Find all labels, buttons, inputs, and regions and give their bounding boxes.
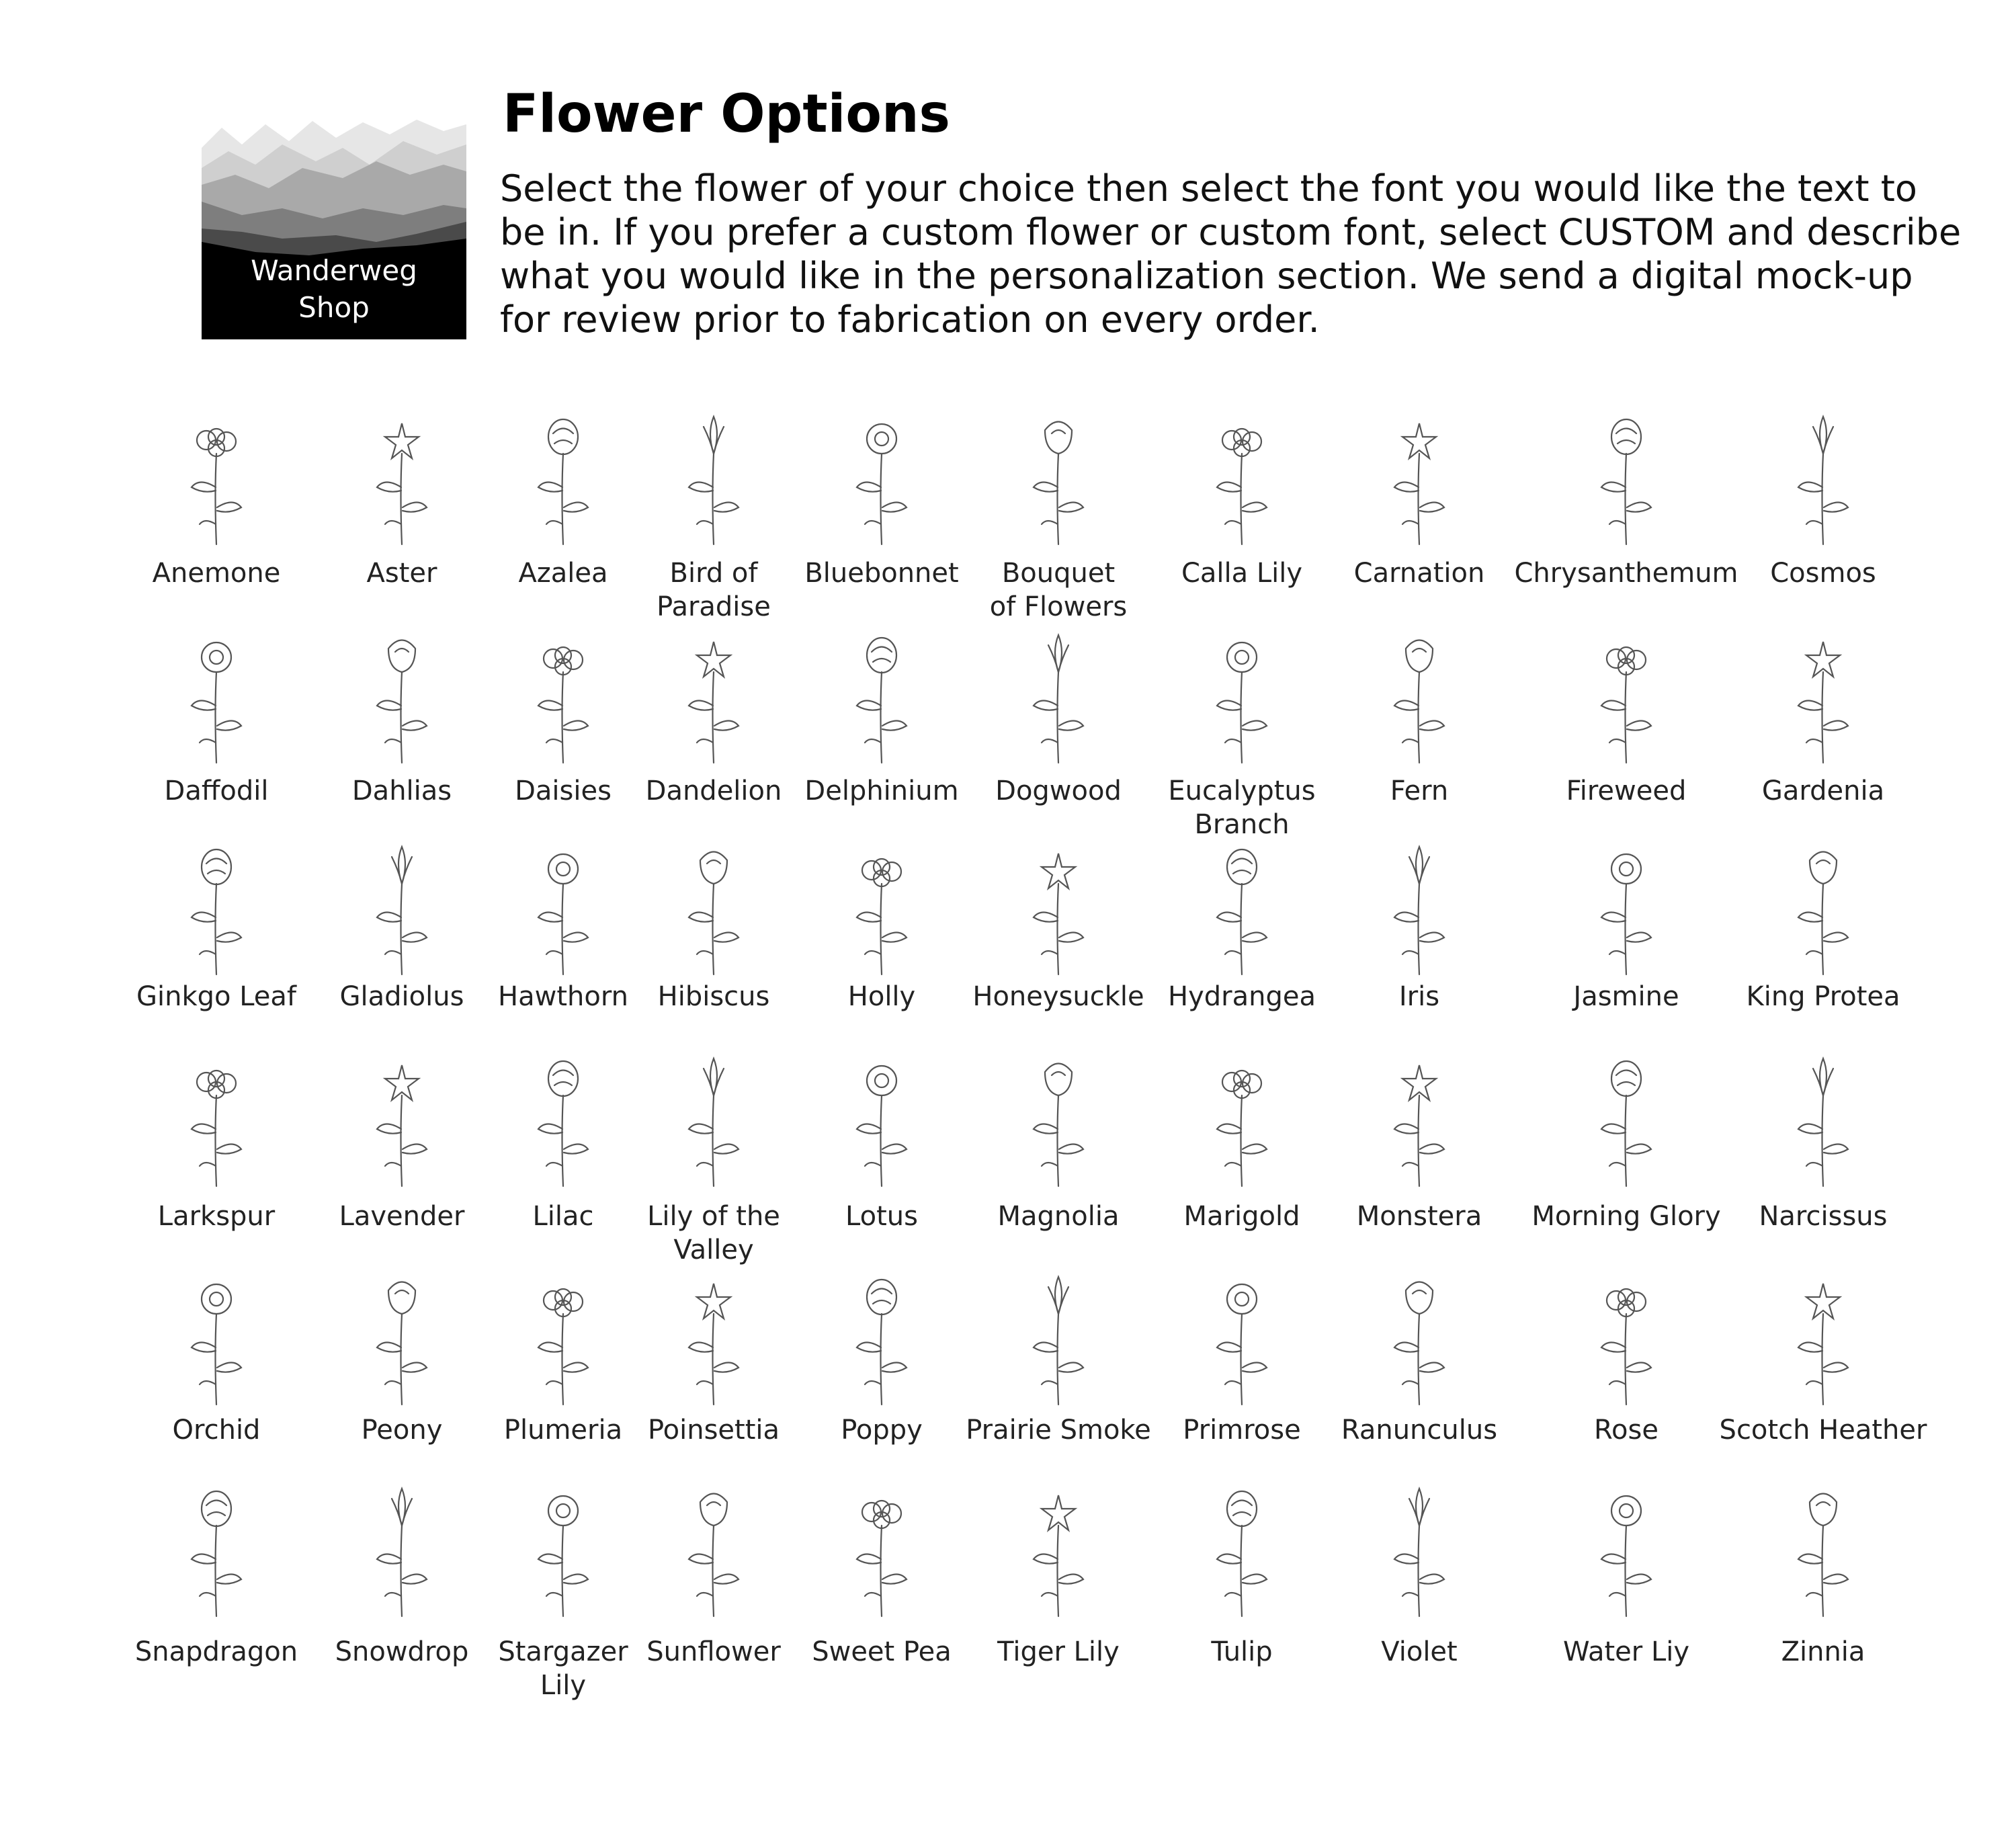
flower-option-tulip (1158, 1478, 1326, 1620)
flower-option-poinsettia (630, 1267, 798, 1408)
gardenia-illustration-icon (1773, 625, 1874, 766)
flower-label-delphinium: Delphinium (804, 776, 959, 806)
flower-label-dogwood: Dogwood (995, 776, 1122, 806)
flower-label-eucalyptus-branch: Eucalyptus Branch (1168, 776, 1316, 840)
flower-label-magnolia: Magnolia (997, 1201, 1120, 1232)
flower-option-holly (798, 837, 966, 978)
plumeria-illustration-icon (513, 1267, 614, 1408)
flower-label-jasmine: Jasmine (1573, 981, 1679, 1012)
flower-label-sweet-pea: Sweet Pea (812, 1636, 952, 1667)
flower-option-king-protea (1739, 837, 1907, 978)
flower-option-peony (318, 1267, 486, 1408)
flower-option-monstera (1335, 1048, 1503, 1190)
violet-illustration-icon (1369, 1478, 1470, 1620)
flower-option-lilac (479, 1048, 647, 1190)
flower-option-bird-of-paradise (630, 407, 798, 548)
flower-label-poinsettia: Poinsettia (647, 1415, 780, 1446)
orchid-illustration-icon (166, 1267, 267, 1408)
flower-option-calla-lily (1158, 407, 1326, 548)
bouquet-of-flowers-illustration-icon (1008, 407, 1109, 548)
flower-option-ginkgo-leaf (132, 837, 300, 978)
flower-label-gladiolus: Gladiolus (339, 981, 464, 1012)
sunflower-illustration-icon (663, 1478, 764, 1620)
flower-label-ranunculus: Ranunculus (1341, 1415, 1498, 1446)
primrose-illustration-icon (1191, 1267, 1292, 1408)
prairie-smoke-illustration-icon (1008, 1267, 1109, 1408)
flower-label-dandelion: Dandelion (645, 776, 782, 806)
hibiscus-illustration-icon (663, 837, 764, 978)
poinsettia-illustration-icon (663, 1267, 764, 1408)
flower-option-gladiolus (318, 837, 486, 978)
flower-option-honeysuckle (974, 837, 1142, 978)
flower-label-water-liy: Water Liy (1562, 1636, 1690, 1667)
fern-illustration-icon (1369, 625, 1470, 766)
flower-label-poppy: Poppy (841, 1415, 923, 1446)
flower-label-lily-of-the-valley: Lily of the Valley (647, 1201, 780, 1265)
cosmos-illustration-icon (1773, 407, 1874, 548)
water-liy-illustration-icon (1576, 1478, 1677, 1620)
bird-of-paradise-illustration-icon (663, 407, 764, 548)
narcissus-illustration-icon (1773, 1048, 1874, 1190)
page-description: Select the flower of your choice then select the font you would like the text to be in. If you prefer a custom flower or custom font, select CUSTOM and describe what you would like in the personalization section. We send a digital mock-up for review prior to fabrication on every order. (500, 167, 1962, 341)
flower-option-jasmine (1542, 837, 1710, 978)
flower-option-lily-of-the-valley (630, 1048, 798, 1190)
sweet-pea-illustration-icon (831, 1478, 932, 1620)
flower-option-dahlias (318, 625, 486, 766)
flower-label-anemone: Anemone (152, 558, 281, 589)
flower-label-cosmos: Cosmos (1770, 558, 1876, 589)
flower-label-hawthorn: Hawthorn (498, 981, 628, 1012)
flower-option-daffodil (132, 625, 300, 766)
flower-label-fireweed: Fireweed (1566, 776, 1687, 806)
aster-illustration-icon (351, 407, 452, 548)
flower-label-prairie-smoke: Prairie Smoke (966, 1415, 1151, 1446)
dogwood-illustration-icon (1008, 625, 1109, 766)
flower-label-lilac: Lilac (532, 1201, 594, 1232)
flower-label-ginkgo-leaf: Ginkgo Leaf (136, 981, 296, 1012)
flower-option-violet (1335, 1478, 1503, 1620)
calla-lily-illustration-icon (1191, 407, 1292, 548)
flower-label-tulip: Tulip (1211, 1636, 1273, 1667)
flower-label-tiger-lily: Tiger Lily (997, 1636, 1120, 1667)
flower-label-orchid: Orchid (172, 1415, 261, 1446)
zinnia-illustration-icon (1773, 1478, 1874, 1620)
flower-label-honeysuckle: Honeysuckle (972, 981, 1144, 1012)
flower-option-fern (1335, 625, 1503, 766)
flower-option-hawthorn (479, 837, 647, 978)
larkspur-illustration-icon (166, 1048, 267, 1190)
flower-label-bouquet-of-flowers: Bouquet of Flowers (989, 558, 1128, 622)
flower-label-bird-of-paradise: Bird of Paradise (657, 558, 771, 622)
honeysuckle-illustration-icon (1008, 837, 1109, 978)
flower-label-plumeria: Plumeria (503, 1415, 623, 1446)
flower-option-carnation (1335, 407, 1503, 548)
iris-illustration-icon (1369, 837, 1470, 978)
flower-label-dahlias: Dahlias (351, 776, 452, 806)
flower-label-zinnia: Zinnia (1781, 1636, 1865, 1667)
flower-label-calla-lily: Calla Lily (1181, 558, 1303, 589)
flower-label-hibiscus: Hibiscus (657, 981, 770, 1012)
flower-label-azalea: Azalea (518, 558, 608, 589)
logo-line-1: Wanderweg (251, 254, 417, 287)
flower-label-peony: Peony (361, 1415, 443, 1446)
lilac-illustration-icon (513, 1048, 614, 1190)
flower-label-monstera: Monstera (1356, 1201, 1482, 1232)
flower-option-narcissus (1739, 1048, 1907, 1190)
scotch-heather-illustration-icon (1773, 1267, 1874, 1408)
king-protea-illustration-icon (1773, 837, 1874, 978)
flower-label-fern: Fern (1390, 776, 1449, 806)
fireweed-illustration-icon (1576, 625, 1677, 766)
flower-label-daisies: Daisies (515, 776, 612, 806)
flower-option-daisies (479, 625, 647, 766)
flower-label-holly: Holly (847, 981, 916, 1012)
ginkgo-leaf-illustration-icon (166, 837, 267, 978)
snapdragon-illustration-icon (166, 1478, 267, 1620)
logo-text (202, 252, 466, 326)
flower-label-narcissus: Narcissus (1759, 1201, 1888, 1232)
azalea-illustration-icon (513, 407, 614, 548)
magnolia-illustration-icon (1008, 1048, 1109, 1190)
rose-illustration-icon (1576, 1267, 1677, 1408)
flower-option-hydrangea (1158, 837, 1326, 978)
shop-logo (202, 114, 466, 339)
flower-label-violet: Violet (1381, 1636, 1458, 1667)
daffodil-illustration-icon (166, 625, 267, 766)
flower-option-bluebonnet (798, 407, 966, 548)
snowdrop-illustration-icon (351, 1478, 452, 1620)
flower-label-gardenia: Gardenia (1761, 776, 1885, 806)
flower-option-morning-glory (1542, 1048, 1710, 1190)
flower-option-scotch-heather (1739, 1267, 1907, 1408)
flower-option-prairie-smoke (974, 1267, 1142, 1408)
flower-option-eucalyptus-branch (1158, 625, 1326, 766)
chrysanthemum-illustration-icon (1576, 407, 1677, 548)
flower-option-cosmos (1739, 407, 1907, 548)
dandelion-illustration-icon (663, 625, 764, 766)
flower-label-hydrangea: Hydrangea (1168, 981, 1316, 1012)
flower-option-delphinium (798, 625, 966, 766)
flower-label-morning-glory: Morning Glory (1531, 1201, 1721, 1232)
dahlias-illustration-icon (351, 625, 452, 766)
flower-label-daffodil: Daffodil (164, 776, 269, 806)
eucalyptus-branch-illustration-icon (1191, 625, 1292, 766)
flower-option-sunflower (630, 1478, 798, 1620)
flower-label-king-protea: King Protea (1746, 981, 1900, 1012)
flower-option-fireweed (1542, 625, 1710, 766)
jasmine-illustration-icon (1576, 837, 1677, 978)
flower-option-primrose (1158, 1267, 1326, 1408)
flower-option-aster (318, 407, 486, 548)
page-title: Flower Options (503, 84, 950, 144)
flower-label-lavender: Lavender (339, 1201, 465, 1232)
poppy-illustration-icon (831, 1267, 932, 1408)
flower-label-chrysanthemum: Chrysanthemum (1514, 558, 1738, 589)
ranunculus-illustration-icon (1369, 1267, 1470, 1408)
logo-line-2: Shop (298, 291, 370, 324)
bluebonnet-illustration-icon (831, 407, 932, 548)
hawthorn-illustration-icon (513, 837, 614, 978)
flower-option-larkspur (132, 1048, 300, 1190)
flower-label-primrose: Primrose (1183, 1415, 1301, 1446)
flower-option-azalea (479, 407, 647, 548)
gladiolus-illustration-icon (351, 837, 452, 978)
flower-label-marigold: Marigold (1183, 1201, 1300, 1232)
lily-of-the-valley-illustration-icon (663, 1048, 764, 1190)
marigold-illustration-icon (1191, 1048, 1292, 1190)
flower-option-gardenia (1739, 625, 1907, 766)
morning-glory-illustration-icon (1576, 1048, 1677, 1190)
flower-label-lotus: Lotus (845, 1201, 918, 1232)
stargazer-lily-illustration-icon (513, 1478, 614, 1620)
flower-option-water-liy (1542, 1478, 1710, 1620)
flower-label-iris: Iris (1398, 981, 1440, 1012)
flower-option-zinnia (1739, 1478, 1907, 1620)
flower-label-bluebonnet: Bluebonnet (804, 558, 959, 589)
flower-label-scotch-heather: Scotch Heather (1719, 1415, 1927, 1446)
flower-option-anemone (132, 407, 300, 548)
flower-label-snowdrop: Snowdrop (335, 1636, 469, 1667)
flower-label-larkspur: Larkspur (157, 1201, 276, 1232)
flower-option-bouquet-of-flowers (974, 407, 1142, 548)
flower-option-sweet-pea (798, 1478, 966, 1620)
flower-option-magnolia (974, 1048, 1142, 1190)
flower-option-chrysanthemum (1542, 407, 1710, 548)
flower-option-snowdrop (318, 1478, 486, 1620)
flower-label-rose: Rose (1594, 1415, 1658, 1446)
hydrangea-illustration-icon (1191, 837, 1292, 978)
flower-label-sunflower: Sunflower (646, 1636, 781, 1667)
flower-option-orchid (132, 1267, 300, 1408)
flower-label-stargazer-lily: Stargazer Lily (498, 1636, 628, 1701)
flower-option-rose (1542, 1267, 1710, 1408)
tulip-illustration-icon (1191, 1478, 1292, 1620)
flower-option-lavender (318, 1048, 486, 1190)
flower-option-hibiscus (630, 837, 798, 978)
holly-illustration-icon (831, 837, 932, 978)
flower-label-aster: Aster (366, 558, 437, 589)
delphinium-illustration-icon (831, 625, 932, 766)
peony-illustration-icon (351, 1267, 452, 1408)
flower-option-plumeria (479, 1267, 647, 1408)
flower-label-snapdragon: Snapdragon (134, 1636, 298, 1667)
flower-option-dandelion (630, 625, 798, 766)
flower-label-carnation: Carnation (1353, 558, 1485, 589)
flower-option-snapdragon (132, 1478, 300, 1620)
monstera-illustration-icon (1369, 1048, 1470, 1190)
carnation-illustration-icon (1369, 407, 1470, 548)
daisies-illustration-icon (513, 625, 614, 766)
flower-option-lotus (798, 1048, 966, 1190)
tiger-lily-illustration-icon (1008, 1478, 1109, 1620)
flower-option-tiger-lily (974, 1478, 1142, 1620)
flower-option-iris (1335, 837, 1503, 978)
flower-option-marigold (1158, 1048, 1326, 1190)
anemone-illustration-icon (166, 407, 267, 548)
flower-option-dogwood (974, 625, 1142, 766)
flower-option-ranunculus (1335, 1267, 1503, 1408)
flower-option-stargazer-lily (479, 1478, 647, 1620)
lotus-illustration-icon (831, 1048, 932, 1190)
lavender-illustration-icon (351, 1048, 452, 1190)
flower-option-poppy (798, 1267, 966, 1408)
